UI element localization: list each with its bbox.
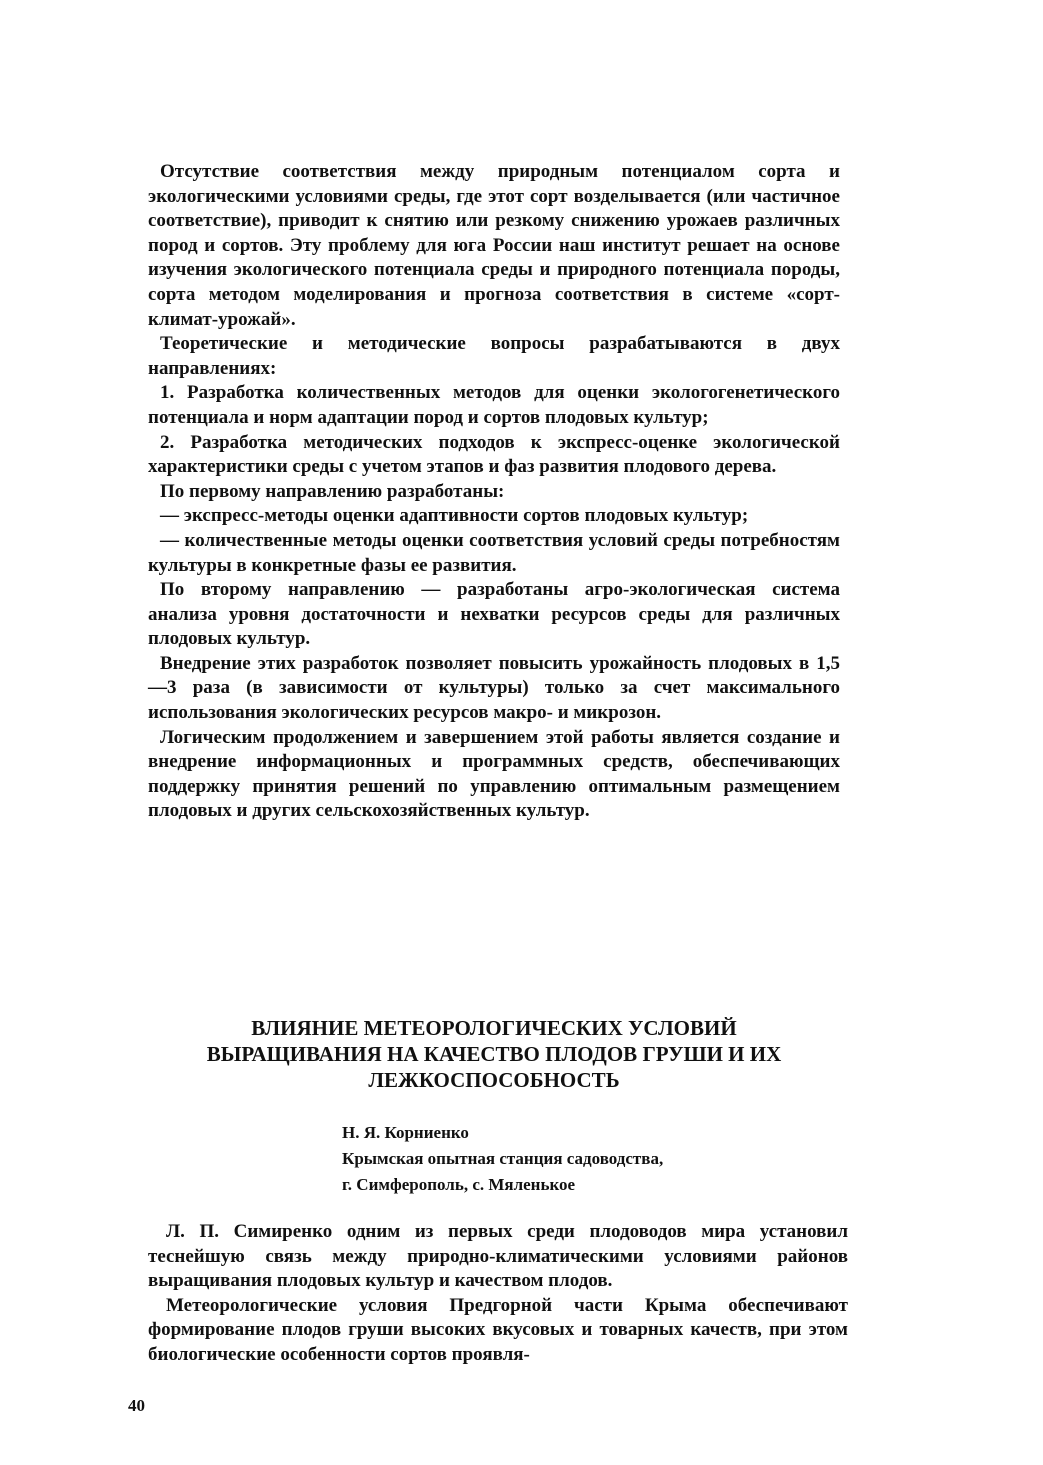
title-line: ВЛИЯНИЕ МЕТЕОРОЛОГИЧЕСКИХ УСЛОВИЙ xyxy=(251,1016,737,1040)
list-item: — количественные методы оценки соответствия условий среды потребностям культуры в конкретные фазы ее развития. xyxy=(148,529,840,576)
paragraph: Внедрение этих разработок позволяет повысить урожайность плодовых в 1,5—3 раза (в зависимости от культуры) только за счет максимального использования экологических ресурсов макро- и микрозон. xyxy=(148,652,840,724)
author-block xyxy=(342,1120,802,1198)
intro-text-block xyxy=(148,160,840,824)
author-location: г. Симферополь, с. Мяленькое xyxy=(342,1175,576,1194)
list-item: — экспресс-методы оценки адаптивности сортов плодовых культур; xyxy=(160,505,749,527)
paragraph: Теоретические и методические вопросы разрабатываются в двух направлениях: xyxy=(148,333,840,379)
paragraph: По второму направлению — разработаны агро-экологическая система анализа уровня достаточности и нехватки ресурсов среды для различных плодовых культур. xyxy=(148,579,840,650)
paragraph: Отсутствие соответствия между природным потенциалом сорта и экологическими условиями среды, где этот сорт возделывается (или частичное соответствие), приводит к снятию или резкому снижению урожаев различных пород и сортов. Эту проблему для юга России наш институт решает на основе изучения экологического потенциала среды и природного потенциала породы, сорта методом моделирования и прогноза соответствия в системе «сорт-климат-урожай». xyxy=(148,161,840,330)
title-line: ЛЕЖКОСПОСОБНОСТЬ xyxy=(368,1068,620,1092)
title-line: ВЫРАЩИВАНИЯ НА КАЧЕСТВО ПЛОДОВ ГРУШИ И ИХ xyxy=(206,1042,782,1066)
article-title xyxy=(148,1015,840,1093)
paragraph: Л. П. Симиренко одним из первых среди плодоводов мира установил теснейшую связь между природно-климатическими условиями районов выращивания плодовых культур и качеством плодов. xyxy=(148,1221,848,1292)
list-item: 2. Разработка методических подходов к экспресс-оценке экологической характеристики среды с учетом этапов и фаз развития плодового дерева. xyxy=(148,431,840,478)
article-body xyxy=(148,1220,848,1368)
paragraph: Логическим продолжением и завершением этой работы является создание и внедрение информационных и программных средств, обеспечивающих поддержку принятия решений по управлению оптимальным размещением плодовых и других сельскохозяйственных культур. xyxy=(148,726,840,822)
page-number: 40 xyxy=(128,1396,145,1415)
paragraph: По первому направлению разработаны: xyxy=(160,480,505,502)
list-item: 1. Разработка количественных методов для оценки экологогенетического потенциала и норм адаптации пород и сортов плодовых культур; xyxy=(148,382,840,428)
author-affiliation: Крымская опытная станция садоводства, xyxy=(342,1149,664,1168)
paragraph: Метеорологические условия Предгорной части Крыма обеспечивают формирование плодов груши высоких вкусовых и товарных качеств, при этом биологические особенности сортов проявля- xyxy=(148,1294,848,1365)
author-name: Н. Я. Корниенко xyxy=(342,1123,469,1142)
